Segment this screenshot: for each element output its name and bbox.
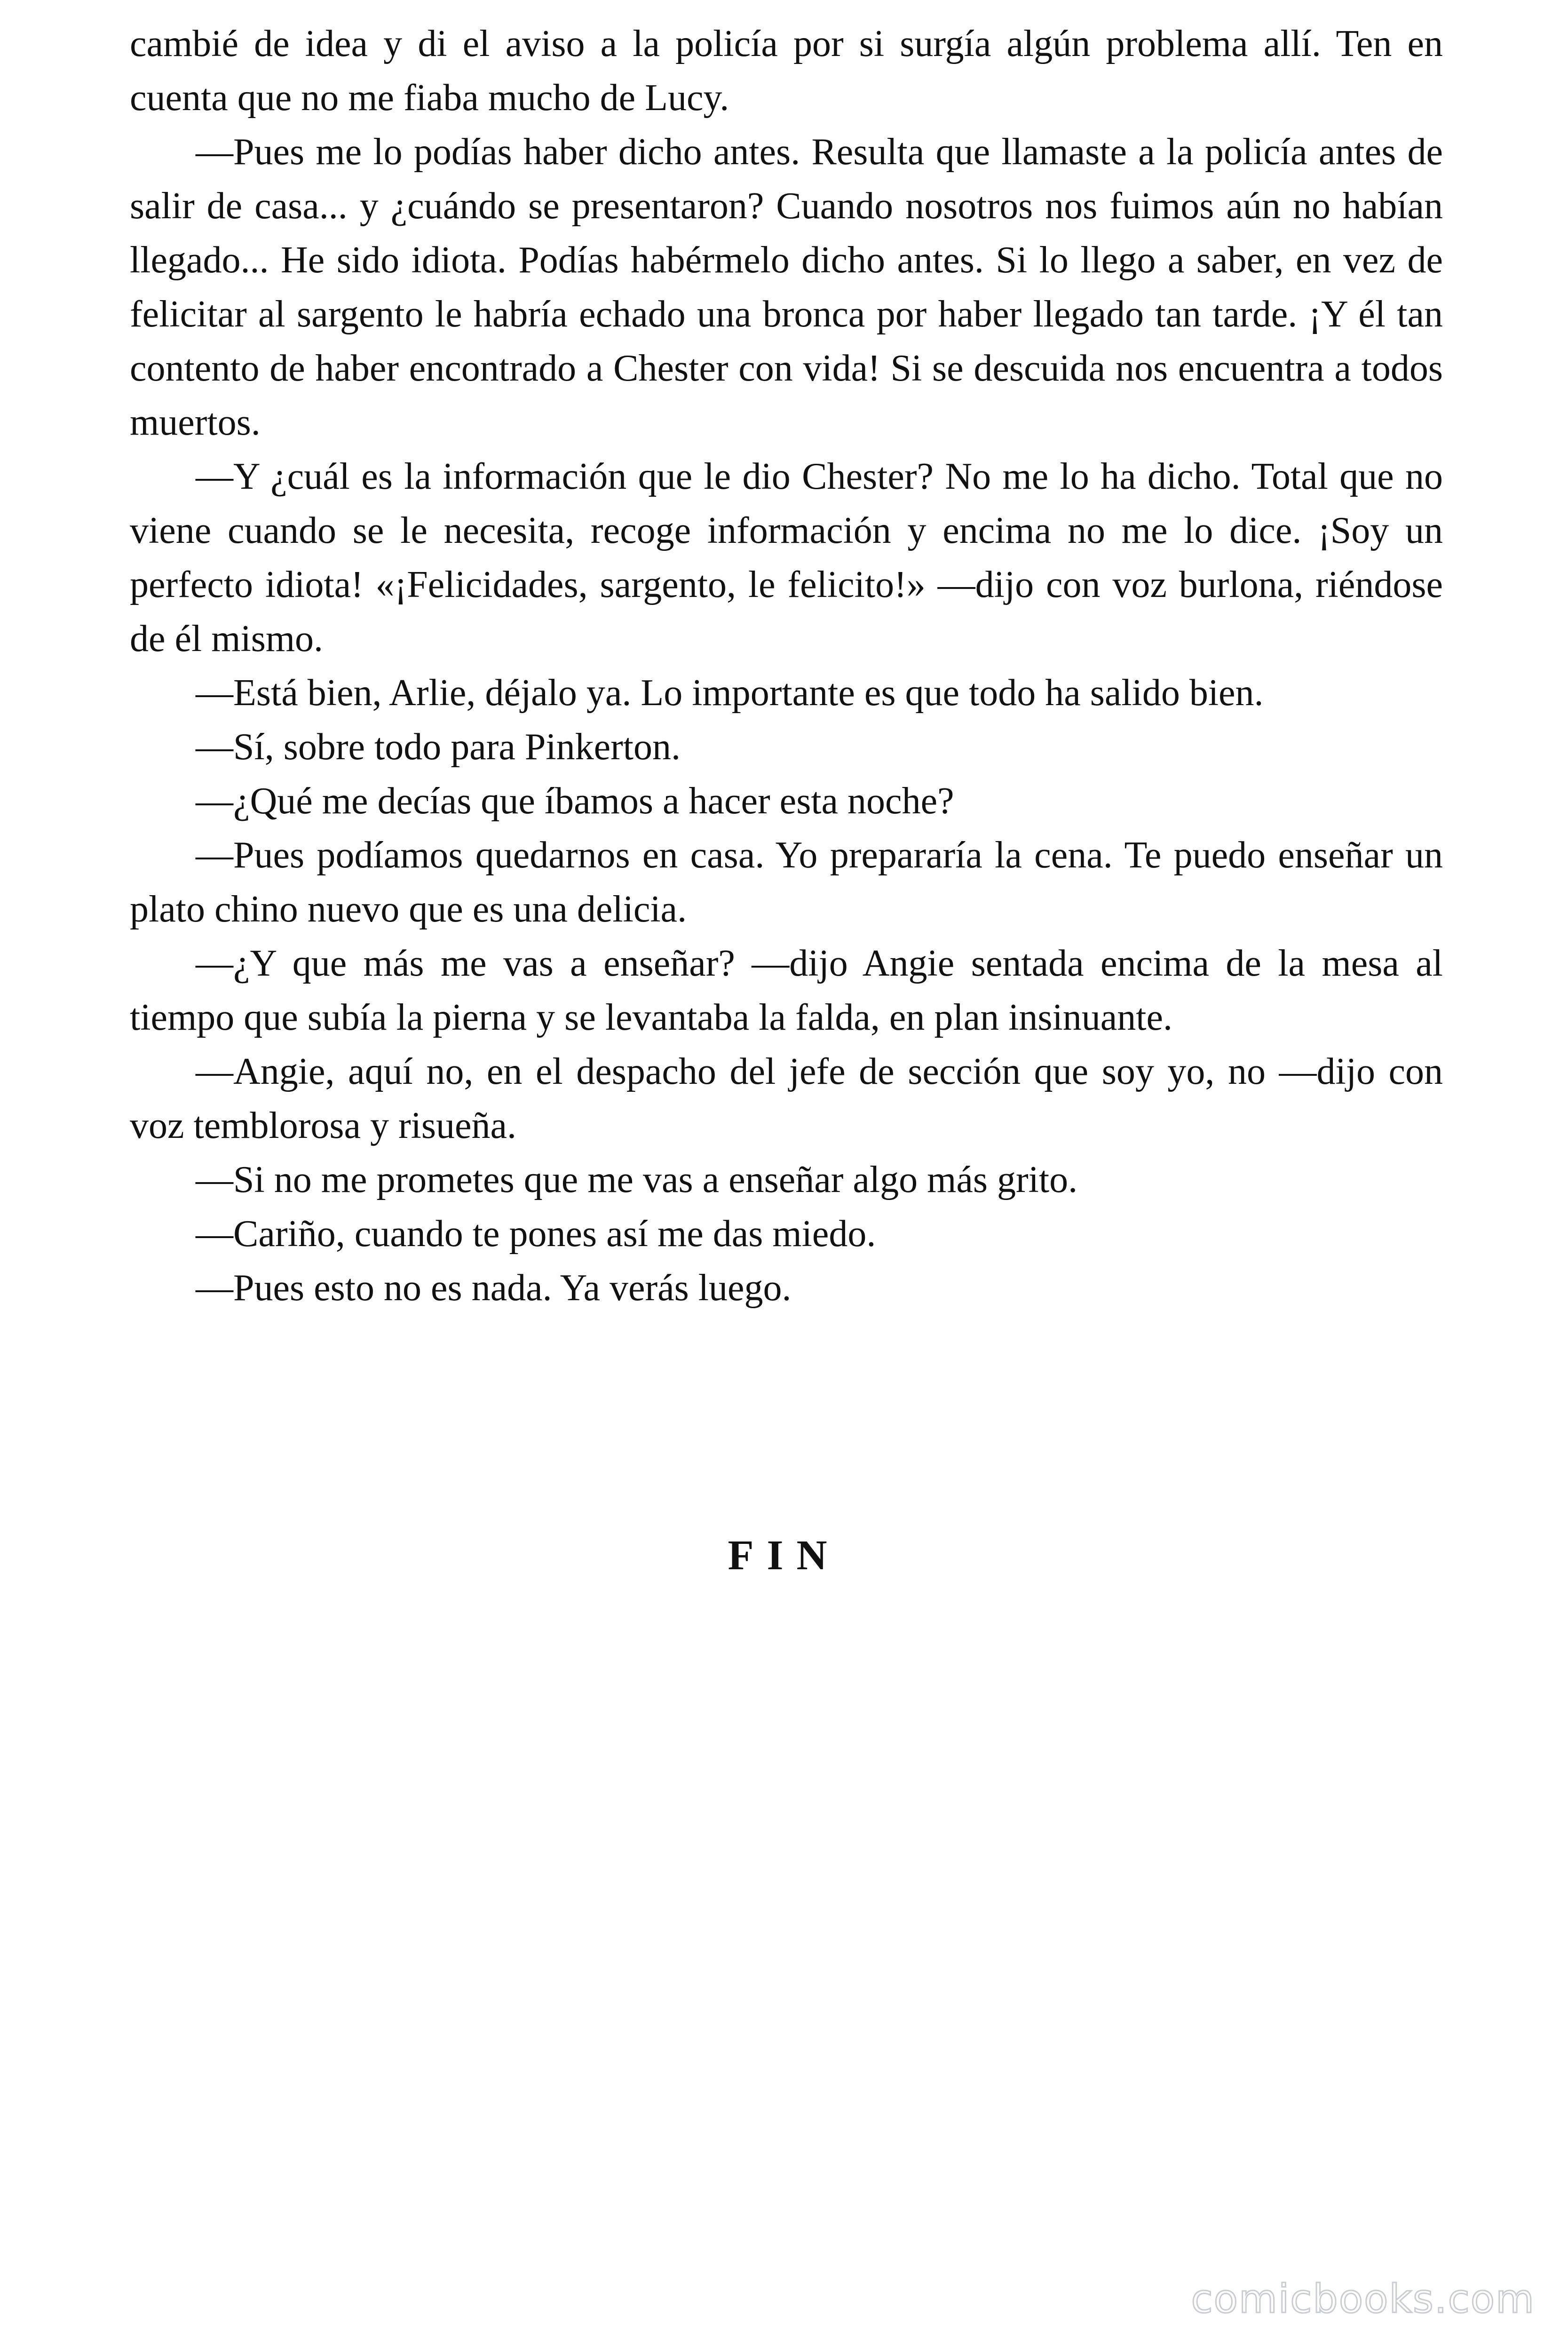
paragraph: —Angie, aquí no, en el despacho del jefe de sección que soy yo, no —dijo con voz temblorosa y risueña. [130,1051,1443,1146]
paragraph: —Pues podíamos quedarnos en casa. Yo prepararía la cena. Te puedo enseñar un plato chino nuevo que es una delicia. [130,834,1443,930]
paragraph: —Si no me prometes que me vas a enseñar algo más grito. [196,1159,1078,1200]
paragraph: —Está bien, Arlie, déjalo ya. Lo importante es que todo ha salido bien. [196,672,1264,714]
paragraph: —¿Qué me decías que íbamos a hacer esta noche? [196,780,954,822]
ending-title: FIN [728,1532,840,1579]
paragraph-continuation: cambié de idea y di el aviso a la policía por si surgía algún problema allí. Ten en cuenta que no me fiaba mucho de Lucy. [130,23,1443,119]
paragraph: —Pues me lo podías haber dicho antes. Resulta que llamaste a la policía antes de salir de casa... y ¿cuándo se presentaron? Cuando nosotros nos fuimos aún no habían llegado... He sido idiota. Podías habérmelo dicho antes. Si lo llego a saber, en vez de felicitar al sargento le habría echado una bronca por haber llegado tan tarde. ¡Y él tan contento de haber encontrado a Chester con vida! Si se descuida nos encuentra a todos muertos. [130,131,1443,443]
watermark: comicbooks.com [1191,2276,1535,2322]
paragraph: —Y ¿cuál es la información que le dio Chester? No me lo ha dicho. Total que no viene cuando se le necesita, recoge información y encima no me lo dice. ¡Soy un perfecto idiota! «¡Felicidades, sargento, le felicito!» —dijo con voz burlona, riéndose de él mismo. [130,456,1443,660]
paragraph: —Pues esto no es nada. Ya verás luego. [196,1267,792,1309]
paragraph: —¿Y que más me vas a enseñar? —dijo Angie sentada encima de la mesa al tiempo que subía la pierna y se levantaba la falda, en plan insinuante. [130,943,1443,1038]
paragraph: —Cariño, cuando te pones así me das miedo. [196,1213,876,1255]
paragraph: —Sí, sobre todo para Pinkerton. [196,726,681,768]
body-text [130,17,1443,1315]
